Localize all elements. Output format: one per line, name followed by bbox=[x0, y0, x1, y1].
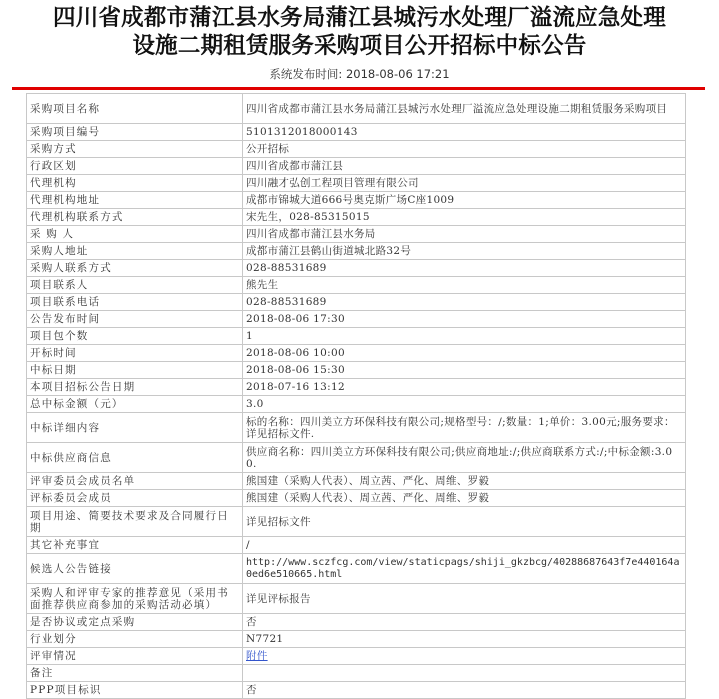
table-row bbox=[27, 345, 686, 362]
row-value: 否 bbox=[243, 682, 686, 699]
row-value: 宋先生，028-85315015 bbox=[243, 209, 686, 226]
page-title-line-2: 设施二期租赁服务采购项目公开招标中标公告 bbox=[132, 33, 587, 59]
row-label: 本项目招标公告日期 bbox=[27, 379, 243, 396]
table-row bbox=[27, 209, 686, 226]
table-row bbox=[27, 124, 686, 141]
row-value: 四川融才弘创工程项目管理有限公司 bbox=[243, 175, 686, 192]
row-label: 代理机构 bbox=[27, 175, 243, 192]
row-label: 中标日期 bbox=[27, 362, 243, 379]
row-value: 2018-07-16 13:12 bbox=[243, 379, 686, 396]
table-row bbox=[27, 277, 686, 294]
row-label: 行业划分 bbox=[27, 631, 243, 648]
page-title-line-1: 四川省成都市蒲江县水务局蒲江县城污水处理厂溢流应急处理 bbox=[53, 5, 666, 31]
publish-time bbox=[0, 66, 719, 82]
table-row bbox=[27, 631, 686, 648]
row-label: 采购人和评审专家的推荐意见（采用书面推荐供应商参加的采购活动必填） bbox=[27, 584, 243, 614]
row-label: 项目联系电话 bbox=[27, 294, 243, 311]
row-value: 2018-08-06 15:30 bbox=[243, 362, 686, 379]
table-row bbox=[27, 648, 686, 665]
row-label: 项目包个数 bbox=[27, 328, 243, 345]
row-value: 1 bbox=[243, 328, 686, 345]
table-row bbox=[27, 490, 686, 507]
header-divider bbox=[12, 87, 705, 90]
table-row bbox=[27, 141, 686, 158]
row-value: 公开招标 bbox=[243, 141, 686, 158]
table-row bbox=[27, 260, 686, 277]
row-value: 028-88531689 bbox=[243, 294, 686, 311]
row-label: 评标委员会成员 bbox=[27, 490, 243, 507]
table-row bbox=[27, 192, 686, 209]
row-value: / bbox=[243, 537, 686, 554]
row-value: 028-88531689 bbox=[243, 260, 686, 277]
row-value: 2018-08-06 17:30 bbox=[243, 311, 686, 328]
table-row bbox=[27, 328, 686, 345]
table-row bbox=[27, 379, 686, 396]
publish-time-label: 系统发布时间: bbox=[269, 67, 343, 81]
row-value bbox=[243, 648, 686, 665]
row-label: 项目用途、简要技术要求及合同履行日期 bbox=[27, 507, 243, 537]
table-row bbox=[27, 682, 686, 699]
table-row bbox=[27, 584, 686, 614]
row-value: 四川省成都市蒲江县水务局 bbox=[243, 226, 686, 243]
table-row bbox=[27, 554, 686, 584]
row-label: 采购人联系方式 bbox=[27, 260, 243, 277]
row-label: 项目联系人 bbox=[27, 277, 243, 294]
row-label: 备注 bbox=[27, 665, 243, 682]
row-label: 是否协议或定点采购 bbox=[27, 614, 243, 631]
row-label: 开标时间 bbox=[27, 345, 243, 362]
row-value: 成都市锦城大道666号奥克斯广场C座1009 bbox=[243, 192, 686, 209]
row-value: 标的名称：四川美立方环保科技有限公司;规格型号：/;数量：1;单价：3.00元;服务要求：详见招标文件. bbox=[243, 413, 686, 443]
row-label: 公告发布时间 bbox=[27, 311, 243, 328]
row-value: 2018-08-06 10:00 bbox=[243, 345, 686, 362]
row-value: 否 bbox=[243, 614, 686, 631]
announcement-table bbox=[26, 93, 686, 699]
page-title bbox=[0, 4, 719, 60]
row-value: 四川省成都市蒲江县 bbox=[243, 158, 686, 175]
row-label: 评审情况 bbox=[27, 648, 243, 665]
row-label: 总中标金额（元） bbox=[27, 396, 243, 413]
table-row bbox=[27, 413, 686, 443]
row-value: 5101312018000143 bbox=[243, 124, 686, 141]
publish-time-value: 2018-08-06 17:21 bbox=[345, 67, 450, 81]
row-label: PPP项目标识 bbox=[27, 682, 243, 699]
row-value: 详见招标文件 bbox=[243, 507, 686, 537]
table-row bbox=[27, 507, 686, 537]
table-row bbox=[27, 443, 686, 473]
table-row bbox=[27, 94, 686, 124]
row-label: 中标供应商信息 bbox=[27, 443, 243, 473]
row-value: 成都市蒲江县鹤山街道城北路32号 bbox=[243, 243, 686, 260]
table-row bbox=[27, 362, 686, 379]
row-label: 中标详细内容 bbox=[27, 413, 243, 443]
row-label: 代理机构联系方式 bbox=[27, 209, 243, 226]
row-value: 熊国建（采购人代表）、周立茜、严化、周维、罗毅 bbox=[243, 473, 686, 490]
row-value: N7721 bbox=[243, 631, 686, 648]
row-label: 采 购 人 bbox=[27, 226, 243, 243]
table-row bbox=[27, 614, 686, 631]
table-row bbox=[27, 158, 686, 175]
table-row bbox=[27, 537, 686, 554]
row-value: 供应商名称：四川美立方环保科技有限公司;供应商地址:/;供应商联系方式:/;中标金额:3.00. bbox=[243, 443, 686, 473]
row-label: 候选人公告链接 bbox=[27, 554, 243, 584]
row-label: 采购人地址 bbox=[27, 243, 243, 260]
table-row bbox=[27, 243, 686, 260]
row-label: 采购项目编号 bbox=[27, 124, 243, 141]
table-row bbox=[27, 311, 686, 328]
row-value: 详见评标报告 bbox=[243, 584, 686, 614]
attachment-link[interactable]: 附件 bbox=[246, 650, 268, 662]
row-label: 行政区划 bbox=[27, 158, 243, 175]
row-label: 评审委员会成员名单 bbox=[27, 473, 243, 490]
table-row bbox=[27, 294, 686, 311]
row-label: 其它补充事宜 bbox=[27, 537, 243, 554]
row-value bbox=[243, 665, 686, 682]
table-row bbox=[27, 473, 686, 490]
row-label: 采购方式 bbox=[27, 141, 243, 158]
candidate-notice-link-text: http://www.sczfcg.com/view/staticpags/shiji_gkzbcg/40288687643f7e440164a0ed6e510665.html bbox=[243, 554, 686, 584]
row-value: 熊先生 bbox=[243, 277, 686, 294]
row-value: 3.0 bbox=[243, 396, 686, 413]
row-label: 采购项目名称 bbox=[27, 94, 243, 124]
table-row bbox=[27, 665, 686, 682]
table-row bbox=[27, 396, 686, 413]
table-row bbox=[27, 175, 686, 192]
row-value: 四川省成都市蒲江县水务局蒲江县城污水处理厂溢流应急处理设施二期租赁服务采购项目 bbox=[243, 94, 686, 124]
row-value: 熊国建（采购人代表）、周立茜、严化、周维、罗毅 bbox=[243, 490, 686, 507]
table-row bbox=[27, 226, 686, 243]
row-label: 代理机构地址 bbox=[27, 192, 243, 209]
